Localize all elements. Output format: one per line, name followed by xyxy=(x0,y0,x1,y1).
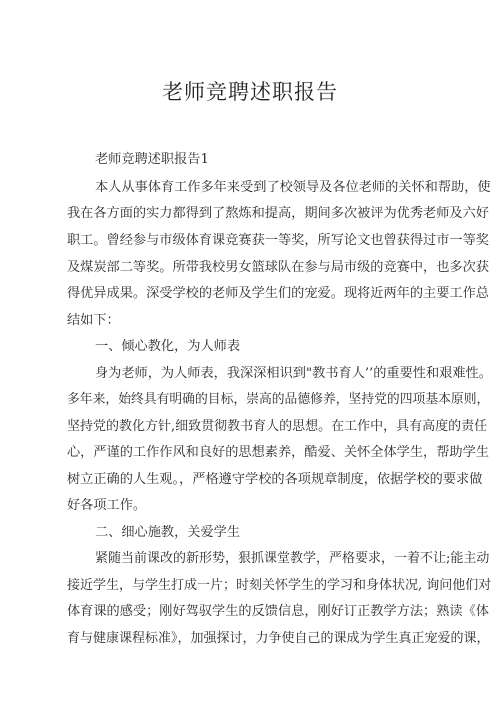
paragraph-line: 身为老师，为人师表，我深深相识到"教书育人’’的重要性和艰难性。 xyxy=(95,366,492,381)
paragraph-line: 接近学生，与学生打成一片；时刻关怀学生的学习和身体状况, 询问他们对 xyxy=(67,578,492,593)
paragraph-line: 本人从事体育工作多年来受到了校领导及各位老师的关怀和帮助，使 xyxy=(95,180,491,195)
paragraph-line: 体育课的感受；刚好驾驭学生的反馈信息，刚好订正教学方法；熟读《体 xyxy=(67,604,489,619)
document-subtitle: 老师竞聘述职报告1 xyxy=(95,152,209,167)
section-heading: 一、倾心教化，为人师表 xyxy=(95,339,241,354)
paragraph-line: 育与健康课程标准》，加强探讨，力争使自己的课成为学生真正宠爱的课， xyxy=(67,631,490,646)
paragraph-line: 结如下： xyxy=(67,313,120,328)
paragraph-line: 及煤炭部二等奖。所带我校男女篮球队在参与局市级的竞赛中，也多次获 xyxy=(67,260,489,275)
paragraph-line: 得优异成果。深受学校的老师及学生们的宠爱。现将近两年的主要工作总 xyxy=(67,286,489,301)
section-heading: 二、细心施教，关爱学生 xyxy=(95,525,241,540)
paragraph-line: 坚持党的教化方针,细致贯彻教书育人的思想。在工作中，具有高度的责任 xyxy=(67,419,488,434)
paragraph-line: 树立正确的人生观。，严格遵守学校的各项规章制度，依据学校的要求做 xyxy=(67,472,483,487)
paragraph-line: 多年来，始终具有明确的目标，崇高的品德修养，坚持党的四项基本原则， xyxy=(67,392,490,407)
document-title: 老师竞聘述职报告 xyxy=(162,80,338,104)
paragraph-line: 紧随当前课改的新形势，狠抓课堂教学，严格要求，一着不让;能主动 xyxy=(95,551,490,566)
paragraph-line: 好各项工作。 xyxy=(67,498,147,513)
paragraph-line: 心，严谨的工作作风和良好的思想素养，酷爱、关怀全体学生，帮助学生 xyxy=(67,445,489,460)
paragraph-line: 我在各方面的实力都得到了熬炼和提高，期间多次被评为优秀老师及六好 xyxy=(67,206,489,221)
paragraph-line: 职工。曾经参与市级体育课竞赛获一等奖，所写论文也曾获得过市一等奖 xyxy=(67,233,489,248)
